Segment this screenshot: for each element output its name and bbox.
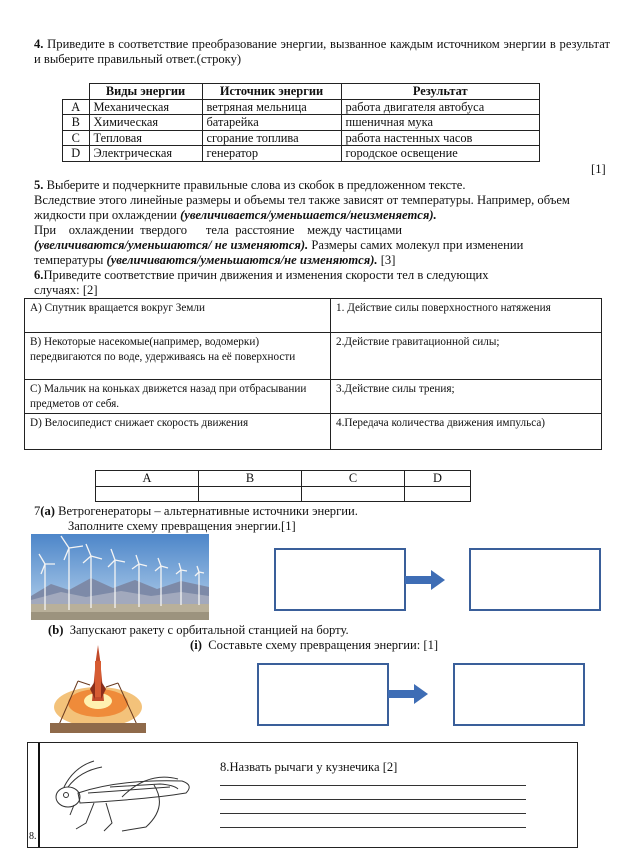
q4-text: Приведите в соответствие преобразование энергии, вызванное каждым источником энергии в результат и выберите правильный ответ.(строку) bbox=[34, 37, 610, 66]
q5-line2: Вследствие этого линейные размеры и объемы тел также зависят от температуры. Например, объем bbox=[34, 193, 570, 207]
answer-cell-b[interactable] bbox=[199, 486, 302, 501]
wind-turbines-image bbox=[31, 534, 209, 620]
q6-row-a bbox=[25, 299, 602, 333]
q5-choice-liquid[interactable]: (увеличивается/уменьшается/неизменяется). bbox=[180, 208, 437, 222]
energy-box-7a-2[interactable] bbox=[469, 548, 601, 611]
row-letter: C bbox=[63, 130, 90, 146]
q5-number: 5. bbox=[34, 178, 44, 192]
q4-header-source: Источник энергии bbox=[202, 84, 341, 100]
energy-box-7b-1[interactable] bbox=[257, 663, 389, 726]
q5-line1: 5. Выберите и подчеркните правильные слова из скобок в предложенном тексте. bbox=[34, 178, 466, 192]
q4-prompt bbox=[34, 37, 610, 67]
energy-source: генератор bbox=[202, 146, 341, 162]
q4-header-type: Виды энергии bbox=[89, 84, 202, 100]
row-letter: B bbox=[63, 115, 90, 131]
answer-line-1[interactable] bbox=[220, 785, 526, 786]
answer-line-4[interactable] bbox=[220, 827, 526, 828]
cause-cell: D) Велосипедист снижает скорость движения bbox=[25, 414, 331, 450]
answer-header-c: C bbox=[302, 471, 405, 487]
energy-box-7a-1[interactable] bbox=[274, 548, 406, 611]
q4-mark: [1] bbox=[591, 162, 606, 176]
answer-cell-a[interactable] bbox=[96, 486, 199, 501]
q8-corner-number: 8. bbox=[29, 831, 37, 842]
answer-cell-d[interactable] bbox=[405, 486, 471, 501]
answer-line-2[interactable] bbox=[220, 799, 526, 800]
reason-cell: 3.Действие силы трения; bbox=[331, 380, 602, 414]
q5-choice-molecules[interactable]: (увеличиваются/уменьшаются/не изменяются). bbox=[106, 253, 378, 267]
q5-block bbox=[34, 178, 610, 268]
energy-type: Электрическая bbox=[89, 146, 202, 162]
q6-table bbox=[24, 298, 602, 450]
rocket-launch-image bbox=[50, 641, 146, 733]
q6-number: 6. bbox=[34, 268, 44, 282]
q4-row-c bbox=[63, 130, 540, 146]
q8-prompt: 8.Назвать рычаги у кузнечика [2] bbox=[220, 760, 398, 774]
energy-source: сгорание топлива bbox=[202, 130, 341, 146]
answer-header-d: D bbox=[405, 471, 471, 487]
cause-cell: C) Мальчик на коньках движется назад при отбрасывании предметов от себя. bbox=[25, 380, 331, 414]
energy-source: ветряная мельница bbox=[202, 99, 341, 115]
q5-line3: жидкости при охлаждении (увеличивается/уменьшается/неизменяется). bbox=[34, 208, 437, 222]
energy-result: пшеничная мука bbox=[341, 115, 540, 131]
q4-row-a bbox=[63, 99, 540, 115]
arrow-right-icon bbox=[405, 570, 445, 590]
q4-row-d bbox=[63, 146, 540, 162]
q5-line5: (увеличиваются/уменьшаются/ не изменяются). Размеры самих молекул при изменении bbox=[34, 238, 524, 252]
q7a-instruction: Заполните схему превращения энергии.[1] bbox=[68, 519, 296, 533]
energy-source: батарейка bbox=[202, 115, 341, 131]
q6-row-d bbox=[25, 414, 602, 450]
cause-cell: A) Спутник вращается вокруг Земли bbox=[25, 299, 331, 333]
q5-choice-solid[interactable]: (увеличиваются/уменьшаются/ не изменяются). bbox=[34, 238, 309, 252]
energy-result: городское освещение bbox=[341, 146, 540, 162]
answer-cell-c[interactable] bbox=[302, 486, 405, 501]
q7a-title: 7(a) Ветрогенераторы – альтернативные источники энергии. bbox=[34, 504, 358, 518]
energy-type: Механическая bbox=[89, 99, 202, 115]
row-letter: A bbox=[63, 99, 90, 115]
q7b-title: (b) Запускают ракету с орбитальной станцией на борту. bbox=[48, 623, 349, 637]
energy-result: работа настенных часов bbox=[341, 130, 540, 146]
energy-result: работа двигателя автобуса bbox=[341, 99, 540, 115]
reason-cell: 1. Действие силы поверхностного натяжения bbox=[331, 299, 602, 333]
answer-header-b: B bbox=[199, 471, 302, 487]
q8-frame bbox=[27, 742, 578, 848]
cause-cell: B) Некоторые насекомые(например, водомерки) передвигаются по воде, удерживаясь на её поверхности bbox=[25, 333, 331, 380]
row-letter: D bbox=[63, 146, 90, 162]
energy-box-7b-2[interactable] bbox=[453, 663, 585, 726]
energy-type: Химическая bbox=[89, 115, 202, 131]
answer-line-3[interactable] bbox=[220, 813, 526, 814]
q5-line4: При охлаждении твердого тела расстояние между частицами bbox=[34, 223, 403, 237]
reason-cell: 4.Передача количества движения импульса) bbox=[331, 414, 602, 450]
q4-number: 4. bbox=[34, 37, 44, 51]
reason-cell: 2.Действие гравитационной силы; bbox=[331, 333, 602, 380]
q6-prompt: 6.Приведите соответствие причин движения и изменения скорости тел в следующих случаях: [2] bbox=[34, 268, 489, 297]
q5-line6: температуры (увеличиваются/уменьшаются/не изменяются). [3] bbox=[34, 253, 396, 267]
energy-type: Тепловая bbox=[89, 130, 202, 146]
answer-header-a: A bbox=[96, 471, 199, 487]
arrow-right-icon bbox=[388, 684, 428, 704]
q7b-i-instruction: (i) Составьте схему превращения энергии: [1] bbox=[190, 638, 439, 652]
q6-row-c bbox=[25, 380, 602, 414]
q4-row-b bbox=[63, 115, 540, 131]
q4-table bbox=[62, 83, 540, 162]
q4-header-row bbox=[63, 84, 540, 100]
q6-answer-table bbox=[95, 470, 471, 502]
q8-divider bbox=[38, 743, 40, 847]
grasshopper-image bbox=[50, 757, 200, 837]
q4-header-result: Результат bbox=[341, 84, 540, 100]
q6-row-b bbox=[25, 333, 602, 380]
